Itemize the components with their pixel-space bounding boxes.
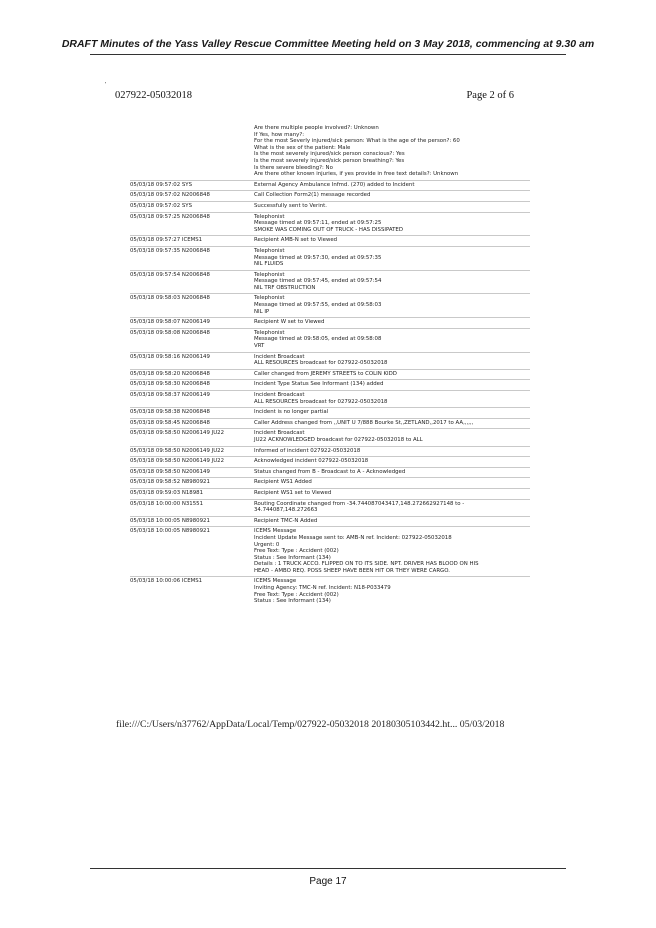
log-timestamp: 05/03/18 09:58:37 N2006149 [130,392,210,398]
log-timestamp: 05/03/18 09:58:20 N2006848 [130,370,210,377]
log-row [130,270,530,294]
log-row [130,235,530,246]
log-timestamp: 05/03/18 10:00:06 ICEMS1 [130,578,203,585]
log-row [130,317,530,328]
log-timestamp [130,125,254,178]
header-rule [90,54,566,55]
log-timestamp: 05/03/18 09:58:16 N2006149 [130,353,210,360]
log-row [130,467,530,478]
log-timestamp: 05/03/18 10:00:05 N8980921 [130,528,210,535]
margin-mark: ' [105,82,107,88]
log-row [130,456,530,467]
log-entry: Telephonist Message timed at 09:57:30, ended at 09:57:35 NIL FLUIDS [254,247,382,268]
log-row [130,526,530,576]
log-entry: Telephonist Message timed at 09:57:55, ended at 09:58:03 NIL IP [254,295,382,315]
log-timestamp: 05/03/18 09:58:50 N2006149 JU22 [130,458,224,465]
log-row [130,576,530,606]
log-entry: Are there multiple people involved?: Unknown If Yes, how many?: For the most Severly injured/sick person: What is the age of the person?: 60 What is the sex of the patient: Male Is the most severely injured/sick person conscious?: Yes Is the most severely injured/sick person breathing?: Yes Is there severe bleeding?: No Are there other known injuries, if yes provide in free text details?: Unknown [254,125,460,178]
log-timestamp: 05/03/18 09:59:03 N18981 [130,489,204,496]
log-entry: Routing Coordinate changed from -34.744087043417,148.272662927148 to - 34.744087,148.272663 [254,500,465,514]
print-footer-path: file:///C:/Users/n37762/AppData/Local/Temp/027922-05032018 20180305103442.ht... 05/03/2018 [116,719,505,730]
log-row [130,516,530,527]
log-row [130,201,530,212]
log-entry: Incident Broadcast ALL RESOURCES broadcast for 027922-05032018 [254,353,388,367]
log-entry: Recipient WS1 set to Viewed [254,489,332,496]
log-entry: Telephonist Message timed at 09:57:45, ended at 09:57:54 NIL TRF OBSTRUCTION [254,271,382,291]
log-timestamp: 05/03/18 09:58:03 N2006848 [130,295,210,302]
log-timestamp: 05/03/18 09:57:25 N2006848 [130,213,210,220]
log-timestamp: 05/03/18 09:58:38 N2006848 [130,409,210,416]
log-entry: Incident is no longer partial [254,409,329,416]
log-entry: Acknowledged incident 027922-05032018 [254,458,369,465]
log-entry: Successfully sent to Verint. [254,202,327,209]
log-entry: Recipient WS1 Added [254,479,312,486]
log-row [130,180,530,191]
log-timestamp: 05/03/18 10:00:00 N31551 [130,500,204,507]
page-of-count: Page 2 of 6 [466,90,514,101]
document-id: 027922-05032018 [115,90,192,101]
log-entry: Caller changed from JEREMY STREETS to COLIN KIDD [254,370,397,377]
log-row [130,418,530,429]
log-timestamp: 05/03/18 09:57:54 N2006848 [130,271,210,278]
log-timestamp: 05/03/18 09:58:07 N2006149 [130,319,210,326]
log-row [130,328,530,352]
log-entry: Recipient W set to Viewed [254,319,325,326]
log-row [130,190,530,201]
incident-log [130,124,530,607]
log-entry: Telephonist Message timed at 09:57:11, ended at 09:57:25 SMOKE WAS COMING OUT OF TRUCK - HAS DISSIPATED [254,213,403,233]
log-entry: Telephonist Message timed at 09:58:05, ended at 09:58:08 VRT [254,329,382,350]
log-row [130,477,530,488]
log-timestamp: 05/03/18 09:57:02 SYS [130,202,192,209]
log-entry: Recipient AMB-N set to Viewed [254,237,338,244]
log-row [130,124,530,180]
log-timestamp: 05/03/18 09:58:50 N2006149 JU22 [130,447,224,454]
log-entry: Incident Broadcast ALL RESOURCES broadcast for 027922-05032018 [254,392,388,405]
log-entry: Caller Address changed from ,,UNIT U 7/888 Bourke St,,ZETLAND,,2017 to AA,,,,,, [254,419,474,426]
log-row [130,407,530,418]
log-entry: External Agency Ambulance Infmd. (270) added to Incident [254,181,415,188]
log-entry: Incident Broadcast JU22 ACKNOWLEDGED broadcast for 027922-05032018 to ALL [254,430,423,443]
log-timestamp: 05/03/18 09:58:50 N2006149 [130,468,210,475]
page-number: Page 17 [309,876,347,887]
log-entry: Status changed from B - Broadcast to A - Acknowledged [254,468,406,475]
log-entry: Incident Type Status See Informant (134) added [254,381,384,388]
log-timestamp: 05/03/18 09:58:52 N8980921 [130,479,210,486]
footer-rule [90,868,566,869]
log-row [130,428,530,445]
log-timestamp: 05/03/18 09:57:02 N2006848 [130,192,210,199]
log-entry: Call Collection Form2(1) message recorded [254,192,371,199]
page-title: DRAFT Minutes of the Yass Valley Rescue Committee Meeting held on 3 May 2018, commencing at 9.30 am [61,38,595,50]
log-row [130,246,530,270]
log-row [130,293,530,317]
log-entry: Recipient TMC-N Added [254,517,318,524]
log-row [130,488,530,499]
log-timestamp: 05/03/18 09:57:02 SYS [130,181,192,188]
log-entry: Informed of incident 027922-05032018 [254,447,361,454]
log-entry: ICEMS Message Incident Update Message sent to: AMB-N ref. Incident: 027922-05032018 Urgent: 0 Free Text: Type : Accident (002) Status : See Informant (134) Details : 1 TRUCK ACCO. FLIPPED ON TO ITS SIDE. NPT. DRIVER HAS BLOOD ON HIS HEAD - AMBO REQ. POSS SHEEP HAVE BEEN HIT OR THEY WERE CARGO. [254,528,479,574]
log-timestamp: 05/03/18 09:57:35 N2006848 [130,247,210,254]
log-entry: ICEMS Message Inviting Agency: TMC-N ref. Incident: N18-P033479 Free Text: Type : Accident (002) Status : See Informant (134) [254,578,391,605]
log-row [130,379,530,390]
log-timestamp: 05/03/18 09:57:27 ICEMS1 [130,237,203,244]
log-timestamp: 05/03/18 09:58:30 N2006848 [130,381,210,388]
log-row [130,390,530,407]
log-row [130,446,530,457]
log-timestamp: 05/03/18 09:58:50 N2006149 JU22 [130,430,224,437]
log-timestamp: 05/03/18 10:00:05 N8980921 [130,517,210,524]
log-row [130,212,530,236]
log-row [130,499,530,516]
log-timestamp: 05/03/18 09:58:08 N2006848 [130,329,210,336]
log-timestamp: 05/03/18 09:58:45 N2006848 [130,419,210,426]
log-row [130,352,530,369]
log-row [130,369,530,380]
